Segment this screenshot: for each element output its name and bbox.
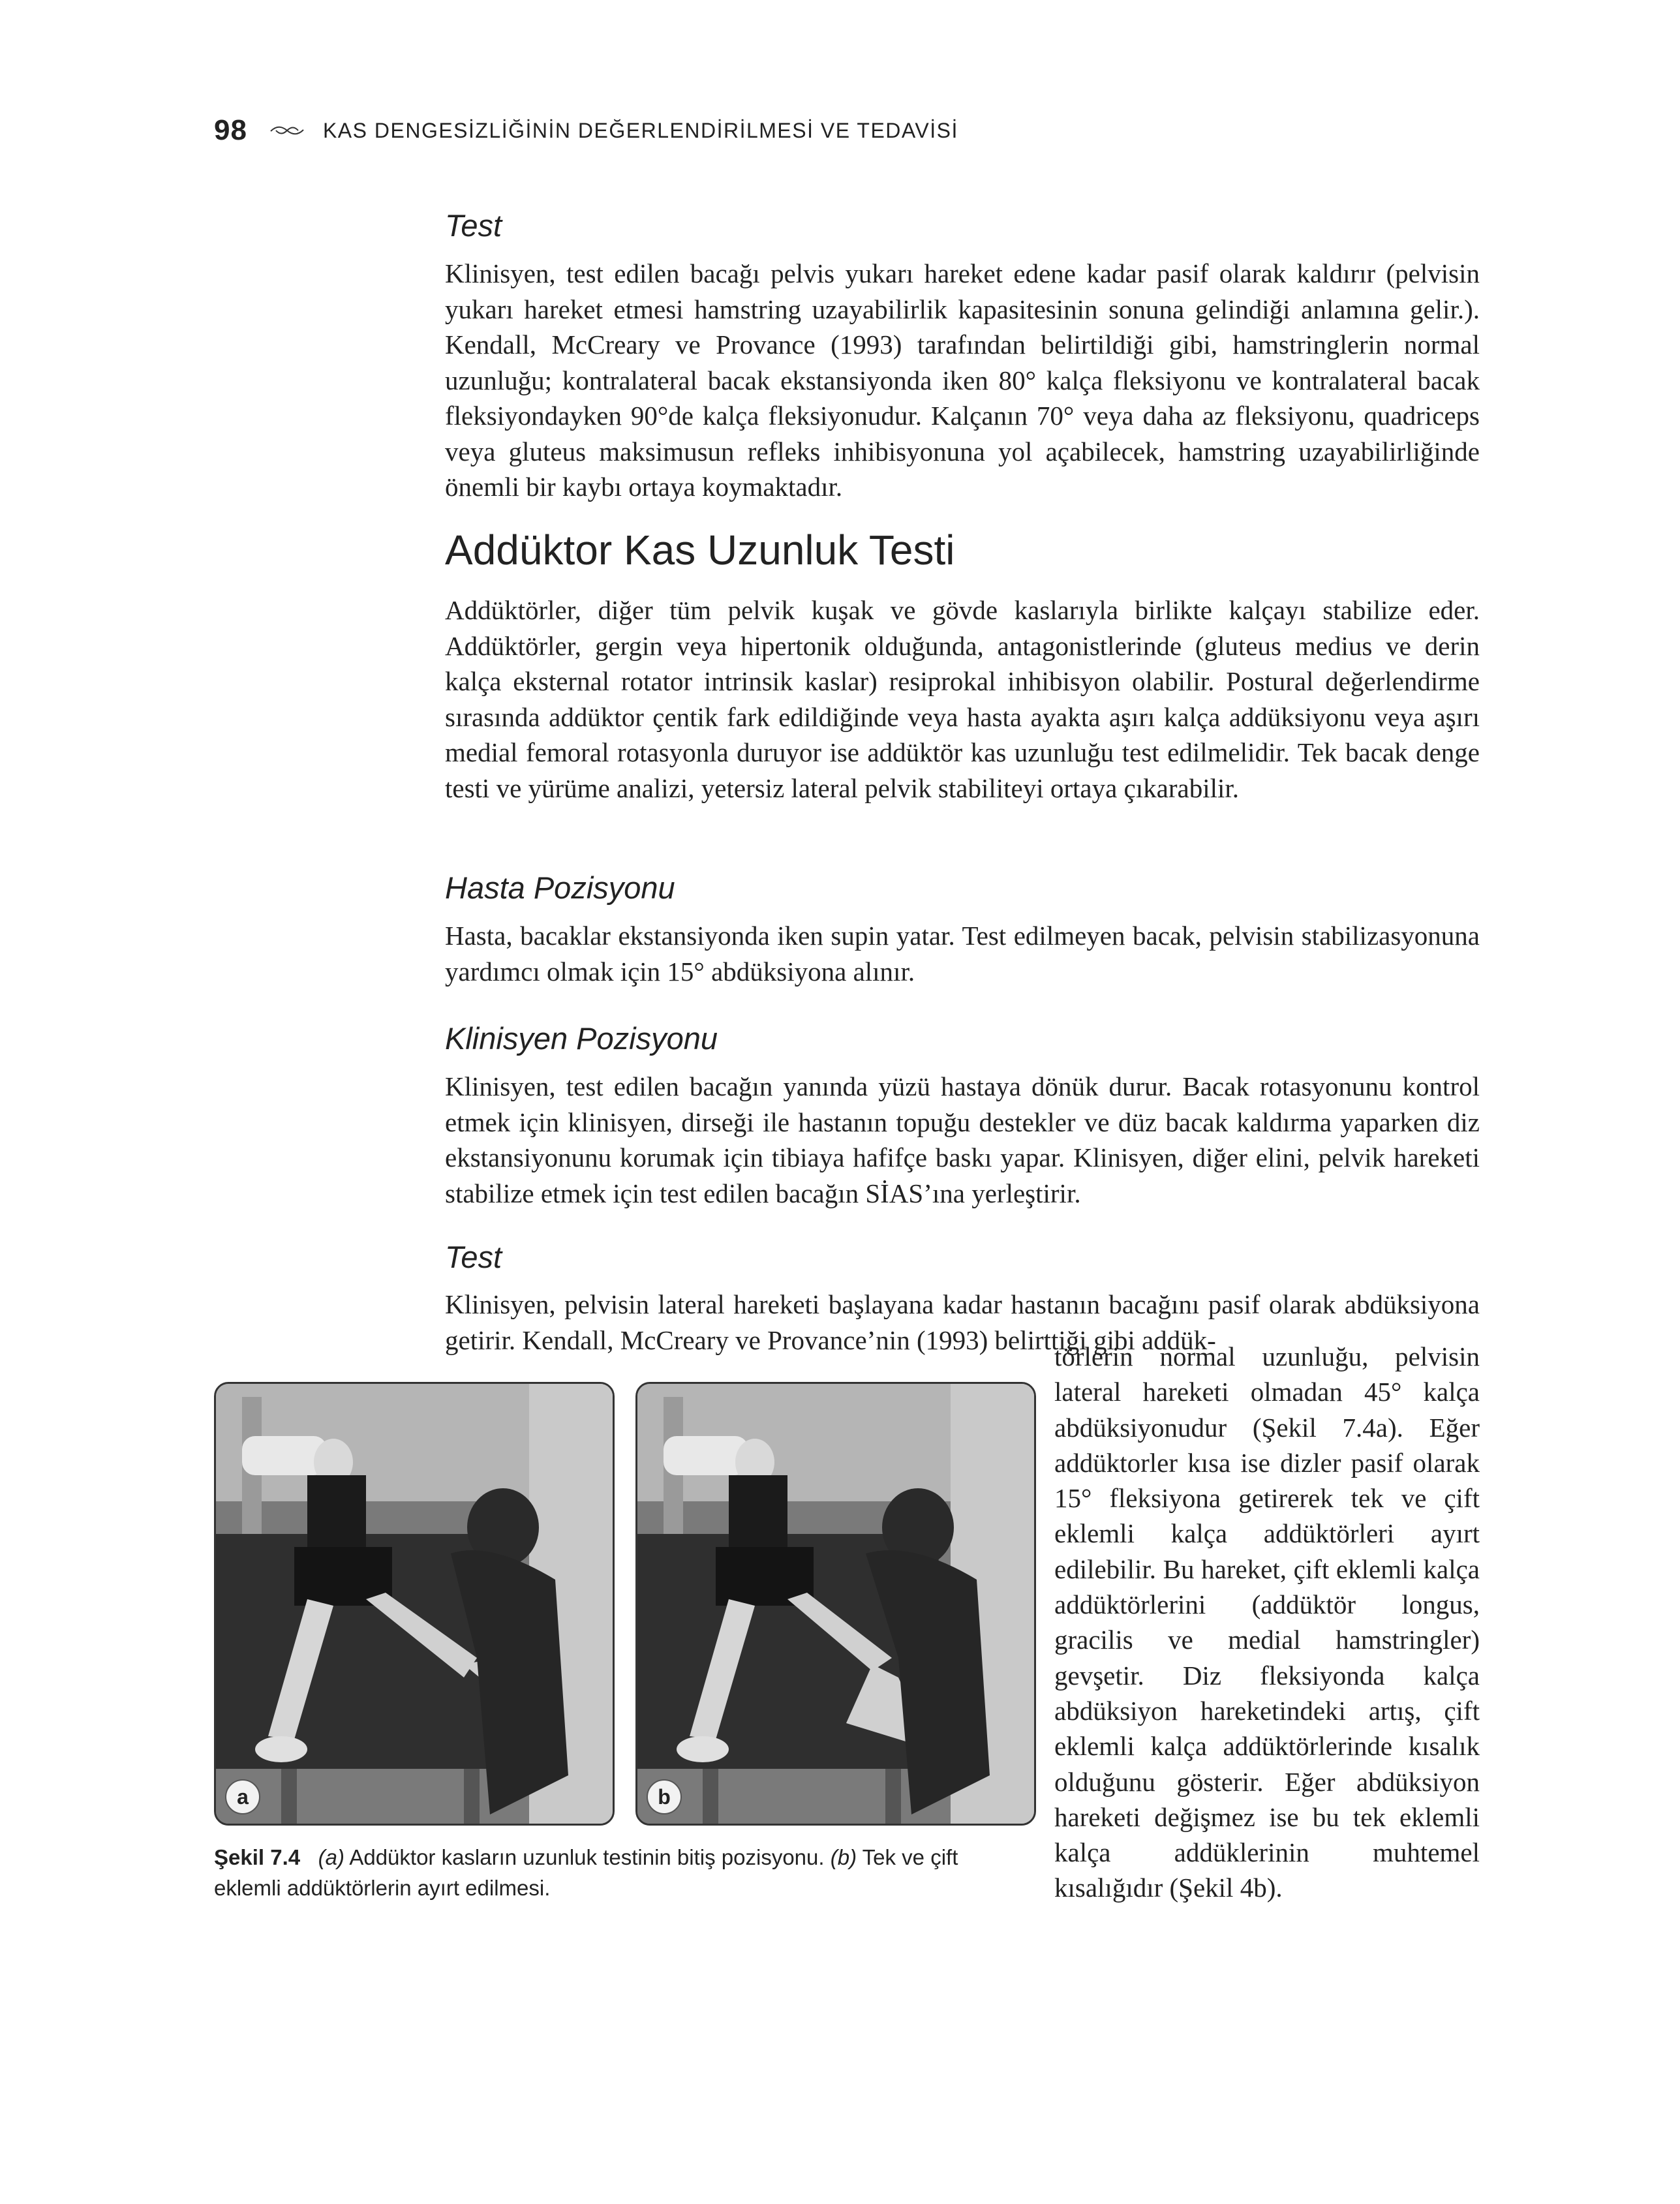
adductor-paragraph bbox=[445, 592, 1480, 806]
caption-number: Şekil 7.4 bbox=[214, 1845, 301, 1869]
adductor-text: Addüktörler, diğer tüm pelvik kuşak ve gövde kaslarıyla birlikte kalçayı stabilize eder. Addüktörler, gergin veya hipertonik olduğunda, antagonistlerinde (gluteus medius ve derin kalça eksternal rotator intrinsik kaslar) resiprokal inhibisyon olabilir. Postural değerlendirme sırasında addüktor çentik fark edildiğinde veya hasta ayakta aşırı kalça addüksiyonu veya aşırı medial femoral rotasyonla duruyor ise addüktör kas uzunluğu test edilmelidir. Tek bacak denge testi ve yürüme analizi, yetersiz lateral pelvik stabiliteyi ortaya çıkarabilir. bbox=[445, 595, 1480, 803]
clinician-position-heading: Klinisyen Pozisyonu bbox=[445, 1021, 718, 1056]
figure-label-b: b bbox=[647, 1779, 682, 1814]
figure-label-a: a bbox=[225, 1779, 260, 1814]
patient-position-heading: Hasta Pozisyonu bbox=[445, 870, 675, 905]
figure-illustration-b bbox=[637, 1384, 1034, 1824]
patient-position-text: Hasta, bacaklar ekstansiyonda iken supin yatar. Test edilmeyen bacak, pelvisin stabilizasyonuna yardımcı olmak için 15° abdüksiyona alınır. bbox=[445, 921, 1480, 987]
caption-b-marker: (b) bbox=[830, 1845, 857, 1869]
page-number: 98 bbox=[214, 114, 247, 146]
patient-position-paragraph bbox=[445, 918, 1480, 989]
test-heading-2: Test bbox=[445, 1240, 502, 1274]
test-heading: Test bbox=[445, 208, 502, 243]
figure-photo-a bbox=[214, 1382, 615, 1826]
ornament-icon bbox=[269, 121, 305, 140]
clinician-position-text: Klinisyen, test edilen bacağın yanında yüzü hastaya dönük durur. Bacak rotasyonunu kontrol etmek için klinisyen, dirseği ile hastanın topuğu destekler ve düz bacak kaldırma yaparken diz ekstansiyonunu korumak için tibiaya hafifçe baskı yapar. Klinisyen, diğer elini, pelvik hareketi stabilize etmek için test edilen bacağın SİAS’ına yerleştirir. bbox=[445, 1071, 1480, 1208]
caption-b-text: Tek ve çift eklemli addüktörlerin ayırt edilmesi. bbox=[214, 1845, 958, 1900]
test-paragraph bbox=[445, 256, 1480, 505]
caption-a-text: Addüktor kasların uzunluk testinin bitiş pozisyonu. bbox=[349, 1845, 825, 1869]
figure-photo-b bbox=[635, 1382, 1036, 1826]
test-text-2: Klinisyen, pelvisin lateral hareketi başlayana kadar hastanın bacağını pasif olarak abdüksiyona getirir. Kendall, McCreary ve Provance’nin (1993) belirttiği gibi addük- bbox=[445, 1289, 1480, 1355]
test-side-text: törlerin normal uzunluğu, pelvisin lateral hareketi olmadan 45° kalça abdüksiyonudur (Şekil 7.4a). Eğer addüktorler kısa ise dizler pasif olarak 15° fleksiyona getirerek tek ve çift eklemli kalça addüktörleri ayırt edilebilir. Bu hareket, çift eklemli kalça addüktörlerini (addüktör longus, gracilis ve medial hamstringler) gevşetir. Diz fleksiyonda kalça abdüksiyon hareketindeki artış, çift eklemli kalça addüktörlerinde kısalık olduğunu gösterir. Eğer abdüksiyon hareketi değişmez ise bu tek eklemli kalça addüklerinin muhtemel kısalığıdır (Şekil 4b). bbox=[1054, 1341, 1480, 1903]
clinician-position-paragraph bbox=[445, 1069, 1480, 1211]
figure-caption bbox=[214, 1842, 1023, 1903]
caption-a-marker: (a) bbox=[318, 1845, 344, 1869]
test-side-column bbox=[1054, 1339, 1480, 1906]
running-title: KAS DENGESİZLİĞİNİN DEĞERLENDİRİLMESİ VE TEDAVİSİ bbox=[322, 118, 958, 142]
section-heading-adductor: Addüktor Kas Uzunluk Testi bbox=[445, 527, 955, 574]
figure-illustration-a bbox=[216, 1384, 613, 1824]
running-header bbox=[214, 111, 958, 150]
test-text: Klinisyen, test edilen bacağı pelvis yukarı hareket edene kadar pasif olarak kaldırır (pelvisin yukarı hareket etmesi hamstring uzayabilirlik kapasitesinin sonuna gelindiği anlamına gelir.). Kendall, McCreary ve Provance (1993) tarafından belirtildiği gibi, hamstringlerin normal uzunluğu; kontralateral bacak ekstansiyonda iken 80° kalça fleksiyonu ve kontralateral bacak fleksiyondayken 90°de kalça fleksiyonudur. Kalçanın 70° veya daha az fleksiyonu, quadriceps veya gluteus maksimusun refleks inhibisyonuna yol açabilecek, hamstring uzayabilirliğinde önemli bir kaybı ortaya koymaktadır. bbox=[445, 258, 1480, 502]
